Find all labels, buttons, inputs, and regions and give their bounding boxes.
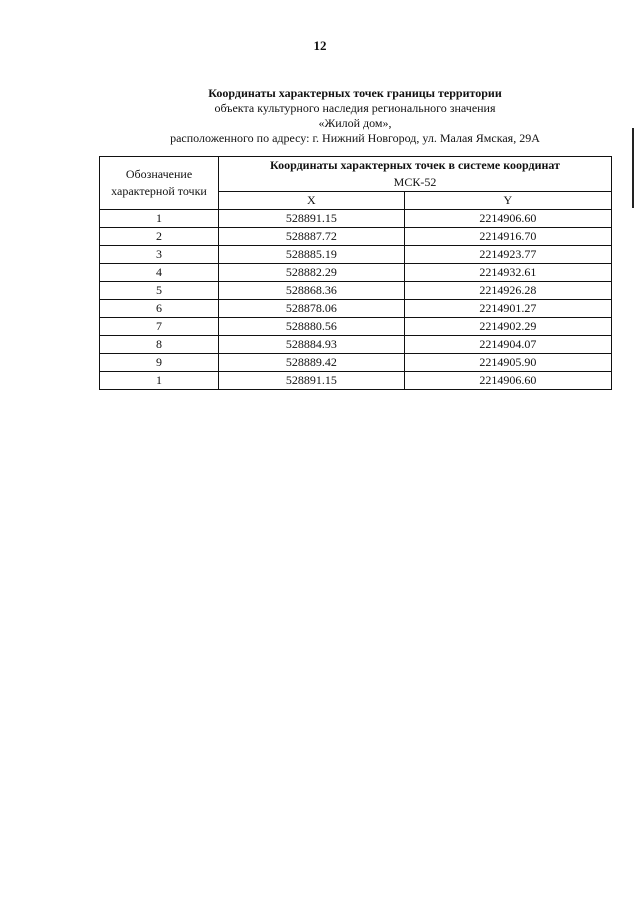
heading-object-name: «Жилой дом», (318, 116, 392, 130)
cell-y: 2214906.60 (404, 372, 611, 390)
cell-x: 528891.15 (219, 210, 405, 228)
document-heading (100, 86, 610, 146)
header-designation: Обозначение характерной точки (100, 157, 219, 210)
header-coords-system: МСК-52 (393, 175, 437, 189)
cell-point: 7 (100, 318, 219, 336)
cell-point: 6 (100, 300, 219, 318)
cell-x: 528889.42 (219, 354, 405, 372)
cell-y: 2214901.27 (404, 300, 611, 318)
coordinates-table (99, 156, 612, 390)
scan-edge-mark (632, 128, 634, 208)
cell-point: 1 (100, 210, 219, 228)
cell-y: 2214902.29 (404, 318, 611, 336)
header-x: X (219, 192, 405, 210)
header-coords-title (219, 157, 612, 192)
table-row (100, 228, 612, 246)
header-y: Y (404, 192, 611, 210)
table-row (100, 246, 612, 264)
table-row (100, 336, 612, 354)
cell-point: 4 (100, 264, 219, 282)
table-row (100, 264, 612, 282)
table-row (100, 210, 612, 228)
table-row (100, 282, 612, 300)
cell-x: 528887.72 (219, 228, 405, 246)
heading-title: Координаты характерных точек границы территории (208, 86, 502, 100)
cell-x: 528880.56 (219, 318, 405, 336)
cell-point: 5 (100, 282, 219, 300)
cell-point: 3 (100, 246, 219, 264)
cell-y: 2214916.70 (404, 228, 611, 246)
table-row (100, 300, 612, 318)
cell-x: 528882.29 (219, 264, 405, 282)
cell-x: 528878.06 (219, 300, 405, 318)
cell-x: 528884.93 (219, 336, 405, 354)
cell-y: 2214906.60 (404, 210, 611, 228)
cell-x: 528885.19 (219, 246, 405, 264)
cell-y: 2214905.90 (404, 354, 611, 372)
table-row (100, 354, 612, 372)
page-number: 12 (313, 38, 327, 53)
cell-x: 528891.15 (219, 372, 405, 390)
cell-y: 2214923.77 (404, 246, 611, 264)
cell-y: 2214904.07 (404, 336, 611, 354)
cell-y: 2214932.61 (404, 264, 611, 282)
cell-point: 9 (100, 354, 219, 372)
cell-y: 2214926.28 (404, 282, 611, 300)
heading-address: расположенного по адресу: г. Нижний Новгород, ул. Малая Ямская, 29А (170, 131, 540, 145)
cell-point: 8 (100, 336, 219, 354)
heading-object-type: объекта культурного наследия регионального значения (214, 101, 496, 115)
cell-x: 528868.36 (219, 282, 405, 300)
table-header-row (100, 157, 612, 192)
table-row (100, 372, 612, 390)
table-row (100, 318, 612, 336)
header-coords-title-text: Координаты характерных точек в системе координат (269, 158, 561, 172)
cell-point: 2 (100, 228, 219, 246)
cell-point: 1 (100, 372, 219, 390)
